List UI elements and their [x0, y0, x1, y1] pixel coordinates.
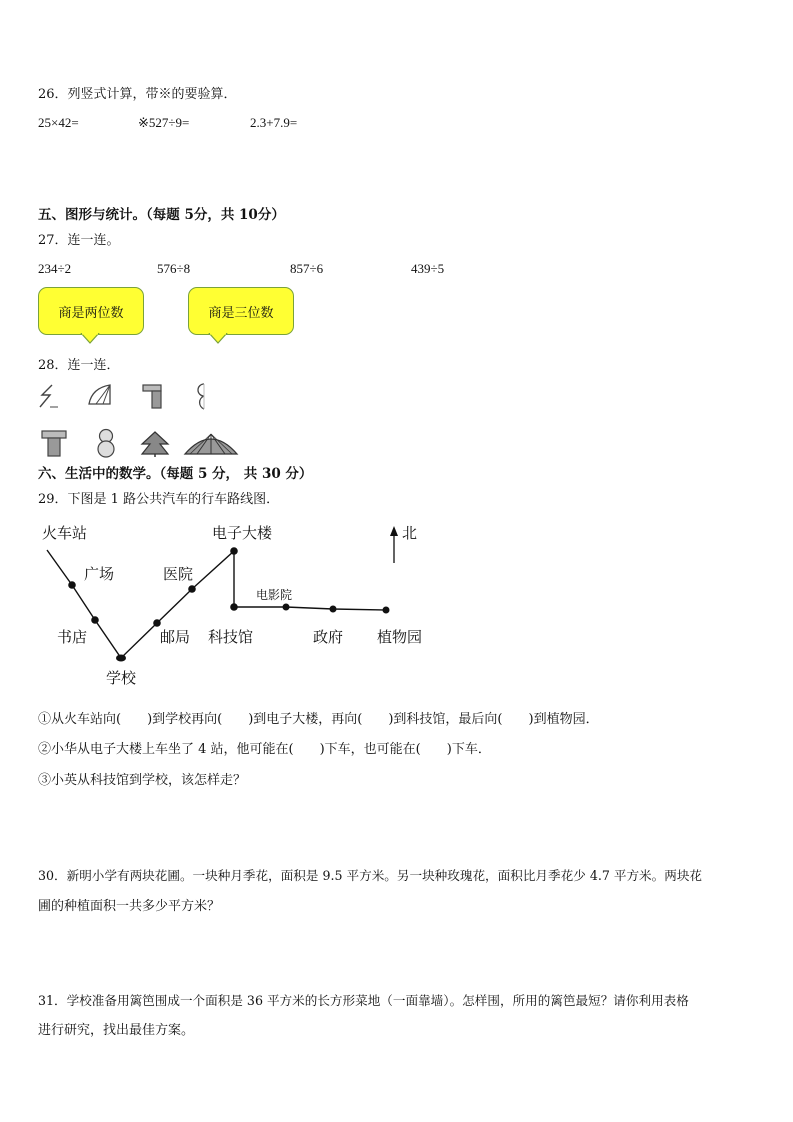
stop-dot-kejiguan	[230, 603, 238, 611]
full-tree-icon	[140, 430, 170, 458]
stop-label-shudian: 书店	[57, 628, 88, 646]
q29-title: 29．下图是 1 路公共汽车的行车路线图．	[38, 492, 280, 507]
bubble-three-digit-label: 商是三位数	[208, 305, 274, 321]
stop-label-dianzidalou: 电子大楼	[212, 524, 273, 542]
stop-label-dianyingyuan: 电影院	[256, 588, 293, 602]
stop-label-kejiguan: 科技馆	[208, 628, 254, 646]
stop-label-guangchang: 广场	[84, 565, 115, 583]
q31-line-1: 31．学校准备用篱笆围成一个面积是 36 平方米的长方形菜地（一面靠墙）。怎样围，所用的篱笆最短？请你利用表格	[38, 993, 689, 1008]
q27-expression-2: 576÷8	[157, 261, 191, 276]
q26-title: 26．列竖式计算，带※的要验算．	[38, 87, 237, 102]
stop-dot-shudian	[91, 616, 99, 624]
q26-calc-1: 25×42=	[38, 115, 79, 130]
half-snowman-icon	[194, 381, 208, 411]
section5-heading: 五、图形与统计。（每题 5分，共 10分）	[38, 207, 285, 223]
q26-calc-2: ※527÷9=	[138, 115, 190, 130]
q27-title: 27．连一连。	[38, 233, 120, 248]
stop-dot-yiyuan	[188, 585, 196, 593]
q26-calc-3: 2.3+7.9=	[250, 115, 298, 130]
stop-label-zhengfu: 政府	[313, 628, 344, 646]
stop-dot-dianyingyuan	[283, 604, 290, 611]
stop-label-youju: 邮局	[160, 628, 191, 646]
bubble-three-digit-tail	[208, 333, 228, 345]
full-umbrella-icon	[183, 430, 239, 458]
north-arrow-icon	[390, 526, 398, 563]
q29-question-3: ③小英从科技馆到学校，该怎样走？	[38, 773, 247, 788]
bubble-two-digit-tail	[80, 333, 100, 345]
q27-expression-4: 439÷5	[411, 261, 445, 276]
full-mushroom-house-icon	[40, 428, 68, 458]
q31-line-2: 进行研究，找出最佳方案。	[38, 1023, 195, 1038]
bubble-three-digit	[188, 287, 294, 335]
stop-dot-zhiwuyuan	[383, 607, 390, 614]
half-umbrella-icon	[86, 382, 114, 408]
q27-expression-3: 857÷6	[290, 261, 324, 276]
q27-expression-1: 234÷2	[38, 261, 72, 276]
half-lightning-icon	[38, 383, 60, 409]
q29-question-2: ②小华从电子大楼上车坐了 4 站，他可能在( )下车，也可能在( )下车．	[38, 742, 491, 757]
bubble-two-digit-label: 商是两位数	[58, 305, 124, 321]
stop-label-zhiwuyuan: 植物园	[377, 628, 423, 646]
full-snowman-icon	[94, 427, 118, 459]
stop-dot-zhengfu	[330, 606, 337, 613]
stop-label-xuexiao: 学校	[106, 669, 137, 687]
stop-dot-xuexiao	[116, 655, 126, 662]
stop-dot-guangchang	[68, 581, 76, 589]
q30-line-2: 圃的种植面积一共多少平方米？	[38, 899, 221, 914]
q28-title: 28．连一连．	[38, 358, 120, 373]
section6-heading: 六、生活中的数学。（每题 5 分， 共 30 分）	[38, 466, 313, 482]
stop-label-huochezhan: 火车站	[42, 524, 88, 542]
stop-dot-dianzidalou	[230, 547, 238, 555]
q29-question-1: ①从火车站向( )到学校再向( )到电子大楼，再向( )到科技馆，最后向( )到植物园．	[38, 712, 599, 727]
north-label: 北	[402, 524, 418, 542]
q30-line-1: 30．新明小学有两块花圃。一块种月季花，面积是 9.5 平方米。另一块种玫瑰花，面积比月季花少 4.7 平方米。两块花	[38, 868, 703, 883]
half-mushroom-house-icon	[140, 382, 164, 410]
bubble-two-digit	[38, 287, 144, 335]
stop-label-yiyuan: 医院	[163, 565, 194, 583]
